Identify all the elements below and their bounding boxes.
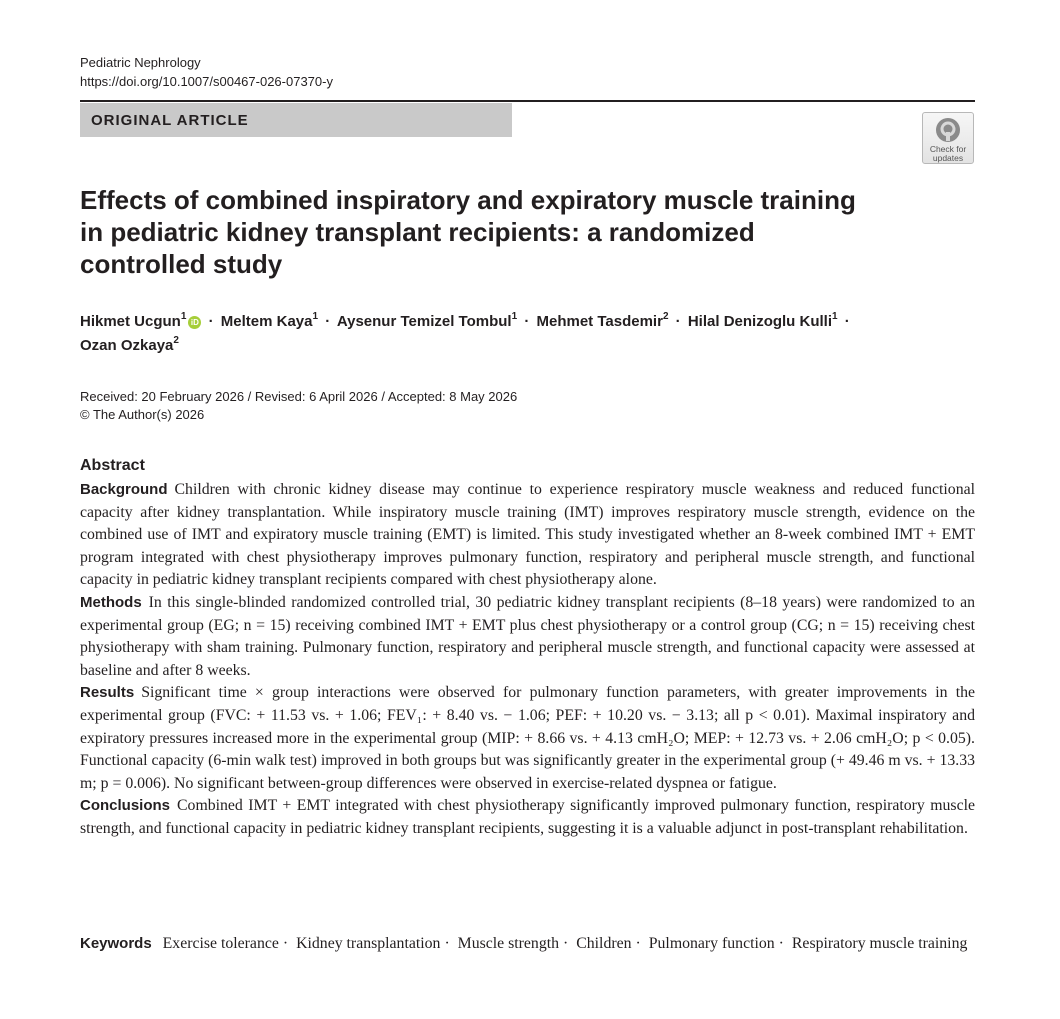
keyword[interactable]: Muscle strength — [457, 935, 560, 952]
keyword-separator: · — [778, 935, 784, 952]
article-type-banner: ORIGINAL ARTICLE — [80, 103, 512, 137]
keyword-separator: · — [282, 935, 289, 952]
author-separator: · — [208, 313, 214, 330]
keyword-separator: · — [635, 935, 641, 952]
copyright-line: © The Author(s) 2026 — [80, 407, 205, 422]
abstract-methods — [80, 592, 975, 682]
section-text: Combined IMT + EMT integrated with chest physiotherapy significantly improved pulmonary function, respiratory muscle strength, and functional capacity in pediatric kidney transplant recipients, suggesting it is a valuable adjunct in post-transplant rehabilitation. — [80, 797, 975, 837]
abstract-heading: Abstract — [80, 457, 145, 474]
author-affiliation: 2 — [662, 311, 669, 322]
abstract-background — [80, 479, 975, 592]
keyword[interactable]: Respiratory muscle training — [791, 935, 968, 952]
keyword[interactable]: Kidney transplantation — [296, 935, 441, 952]
keyword[interactable]: Exercise tolerance — [162, 935, 279, 952]
author-separator: · — [524, 313, 530, 330]
author-name[interactable]: Aysenur Temizel Tombul — [336, 313, 512, 330]
author-affiliation: 1 — [180, 311, 187, 322]
section-label: Conclusions — [80, 797, 171, 815]
keyword[interactable]: Pulmonary function — [648, 935, 775, 952]
keyword-separator: · — [444, 935, 450, 952]
abstract-conclusions — [80, 795, 975, 840]
section-label: Background — [80, 481, 168, 498]
author-name[interactable]: Meltem Kaya — [220, 313, 313, 330]
section-label: Results — [80, 684, 135, 702]
author-affiliation: 1 — [312, 311, 319, 322]
author-separator: · — [675, 313, 681, 330]
author-name[interactable]: Ozan Ozkaya — [80, 337, 174, 354]
author-name[interactable]: Hilal Denizoglu Kulli — [687, 313, 833, 330]
author-separator: · — [844, 313, 850, 330]
author-affiliation: 1 — [511, 311, 518, 322]
author-name[interactable]: Mehmet Tasdemir — [536, 313, 663, 330]
author-separator: · — [325, 313, 331, 330]
author-affiliation: 1 — [832, 311, 838, 322]
journal-name: Pediatric Nephrology — [80, 55, 201, 70]
section-label: Methods — [80, 593, 142, 611]
journal-header — [80, 53, 333, 91]
publication-dates — [80, 388, 517, 424]
author-affiliation: 2 — [173, 335, 179, 346]
doi-link[interactable]: https://doi.org/10.1007/s00467-026-07370-y — [80, 74, 333, 89]
crossmark-label-line2: updates — [932, 153, 964, 163]
section-text: Children with chronic kidney disease may continue to experience respiratory muscle weakness and reduced functional capacity after kidney transplantation. While inspiratory muscle training (IMT) improves respiratory muscle strength, evidence on the combined use of IMT and expiratory muscle training (EMT) is limited. This study investigated whether an 8-week combined IMT + EMT program integrated with chest physiotherapy improves pulmonary function, respiratory and peripheral muscle strength, and functional capacity in pediatric kidney transplant recipients compared with chest physiotherapy alone. — [80, 481, 975, 589]
keyword[interactable]: Children — [576, 935, 632, 952]
keywords-section — [80, 933, 975, 956]
crossmark-label-line1: Check for — [929, 144, 967, 154]
author-list — [80, 310, 960, 358]
keywords-label: Keywords — [80, 935, 152, 952]
section-text: In this single-blinded randomized controlled trial, 30 pediatric kidney transplant recipients (8–18 years) were randomized to an experimental group (EG; n = 15) receiving combined IMT + EMT plus chest physiotherapy or a control group (CG; n = 15) receiving chest physiotherapy with sham training. Pulmonary function, respiratory and peripheral muscle strength, and functional capacity were assessed at baseline and after 8 weeks. — [80, 593, 975, 679]
crossmark-icon — [935, 117, 961, 143]
section-text: Significant time × group interactions were observed for pulmonary function parameters, with greater improvements in the experimental group (FVC: + 11.53 vs. + 1.06; FEV₁: + 8.40 vs. − 1.06; PEF: + 10.20 vs. − 3.13; all p < 0.01). Maximal inspiratory and expiratory pressures increased more in the experimental group (MIP: + 8.66 vs. + 4.13 cmH₂O; MEP: + 12.73 vs. + 2.06 cmH₂O; p < 0.05). Functional capacity (6-min walk test) improved in both groups but was significantly greater in the experimental group (+ 49.46 m vs. + 13.33 m; p = 0.006). No significant between-group differences were observed in exercise-related dyspnea or fatigue. — [80, 684, 975, 792]
abstract-results — [80, 682, 975, 795]
check-for-updates-badge[interactable] — [922, 112, 976, 166]
author-name[interactable]: Hikmet Ucgun — [80, 313, 181, 330]
orcid-icon[interactable]: iD — [188, 316, 201, 329]
keyword-separator: · — [563, 935, 569, 952]
abstract-body — [80, 479, 975, 841]
header-rule — [80, 100, 975, 102]
article-title: Effects of combined inspiratory and expiratory muscle training in pediatric kidney transplant recipients: a randomized controlled study — [80, 185, 856, 279]
date-history: Received: 20 February 2026 / Revised: 6 April 2026 / Accepted: 8 May 2026 — [80, 389, 518, 404]
